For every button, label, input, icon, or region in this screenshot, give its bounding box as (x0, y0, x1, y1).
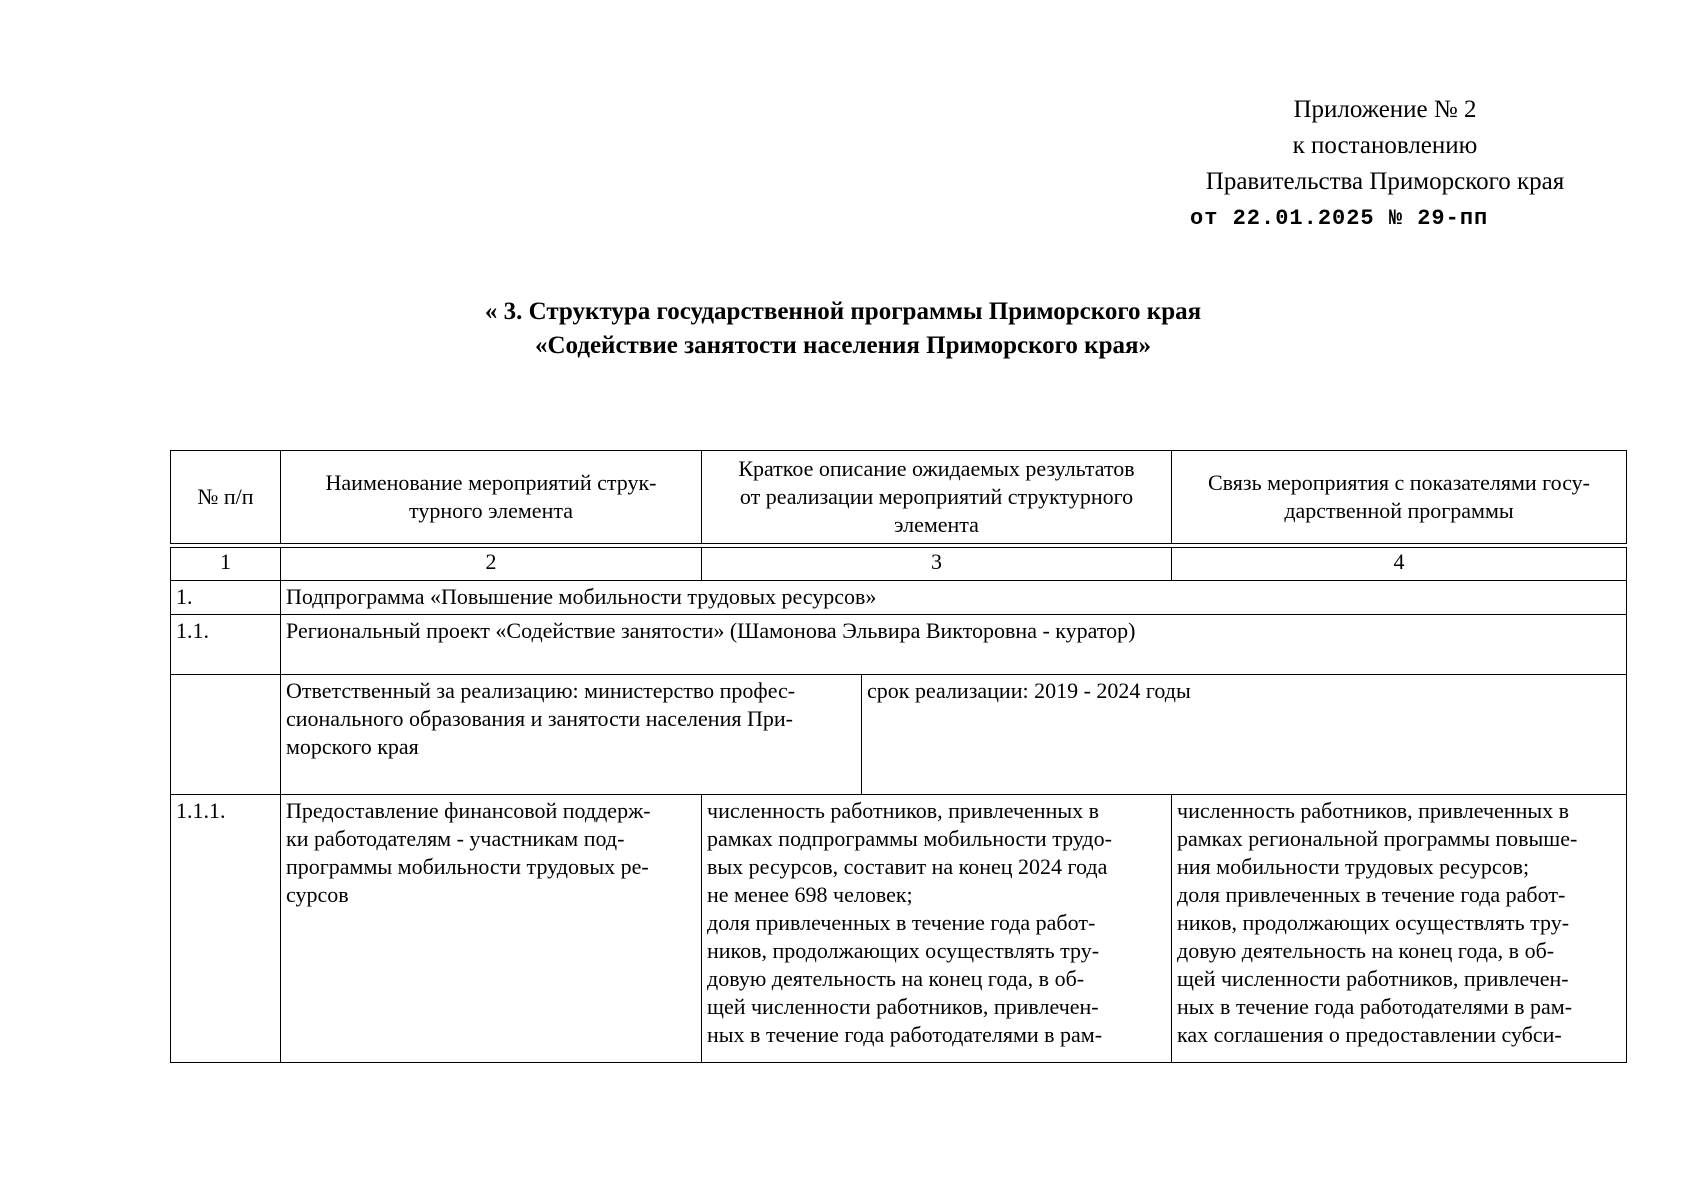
activity-indicators: численность работников, привлеченных в рамках региональной программы повыше- ния мобильности трудовых ресурсов; доля привлеченных в течение года работ- ников, продолжающих осуществлять тру- довую деятельность на конец года, в об- щей численности работников, привлечен- ных в течение года работодателями в рам- ках соглашения о предоставлении субси- (1172, 795, 1627, 1063)
appendix-header (1150, 92, 1620, 200)
implementation-term: срок реализации: 2019 - 2024 годы (862, 675, 1627, 795)
subprogram-title: Подпрограмма «Повышение мобильности трудовых ресурсов» (281, 581, 1627, 615)
project-title: Региональный проект «Содействие занятости» (Шамонова Эльвира Викторовна - куратор) (281, 615, 1627, 675)
table-row-activity (171, 795, 1627, 1063)
header-col-indicators: Связь мероприятия с показателями госу- дарственной программы (1172, 451, 1627, 544)
structure-table-header (170, 450, 1627, 544)
appendix-line-2: к постановлению (1292, 132, 1478, 159)
row-number: 1. (171, 581, 281, 615)
header-col-results: Краткое описание ожидаемых результатов от реализации мероприятий структурного элемента (702, 451, 1172, 544)
document-title-line-1: « 3. Структура государственной программы Приморского края (484, 298, 1202, 325)
structure-table-body (170, 547, 1627, 1063)
activity-results: численность работников, привлеченных в рамках подпрограммы мобильности трудо- вых ресурсов, составит на конец 2024 года не менее 698 человек; доля привлеченных в течение года работ- ников, продолжающих осуществлять тру- довую деятельность на конец года, в об- щей численности работников, привлечен- ных в течение года работодателями в рам- (702, 795, 1172, 1063)
table-row-responsible (171, 675, 1627, 795)
row-number-empty (171, 675, 281, 795)
row-number: 1.1.1. (171, 795, 281, 1063)
appendix-line-3: Правительства Приморского края (1205, 168, 1565, 195)
responsible-executor: Ответственный за реализацию: министерство профес- сионального образования и занятости населения При- морского края (281, 675, 862, 795)
table-row-project (171, 615, 1627, 675)
decree-number: от 22.01.2025 № 29-пп (1190, 206, 1489, 231)
row-number: 1.1. (171, 615, 281, 675)
column-number: 4 (1172, 548, 1627, 581)
table-row-subprogram (171, 581, 1627, 615)
column-number: 1 (171, 548, 281, 581)
activity-name: Предоставление финансовой поддерж- ки работодателям - участникам под- программы мобильности трудовых ре- сурсов (281, 795, 702, 1063)
column-numbers-row (171, 548, 1627, 581)
header-col-activity: Наименование мероприятий струк- турного элемента (281, 451, 702, 544)
column-number: 2 (281, 548, 702, 581)
column-number: 3 (702, 548, 1172, 581)
header-col-number: № п/п (171, 451, 281, 544)
document-title-line-2: «Содействие занятости населения Приморского края» (534, 332, 1151, 359)
appendix-line-1: Приложение № 2 (1293, 96, 1477, 123)
